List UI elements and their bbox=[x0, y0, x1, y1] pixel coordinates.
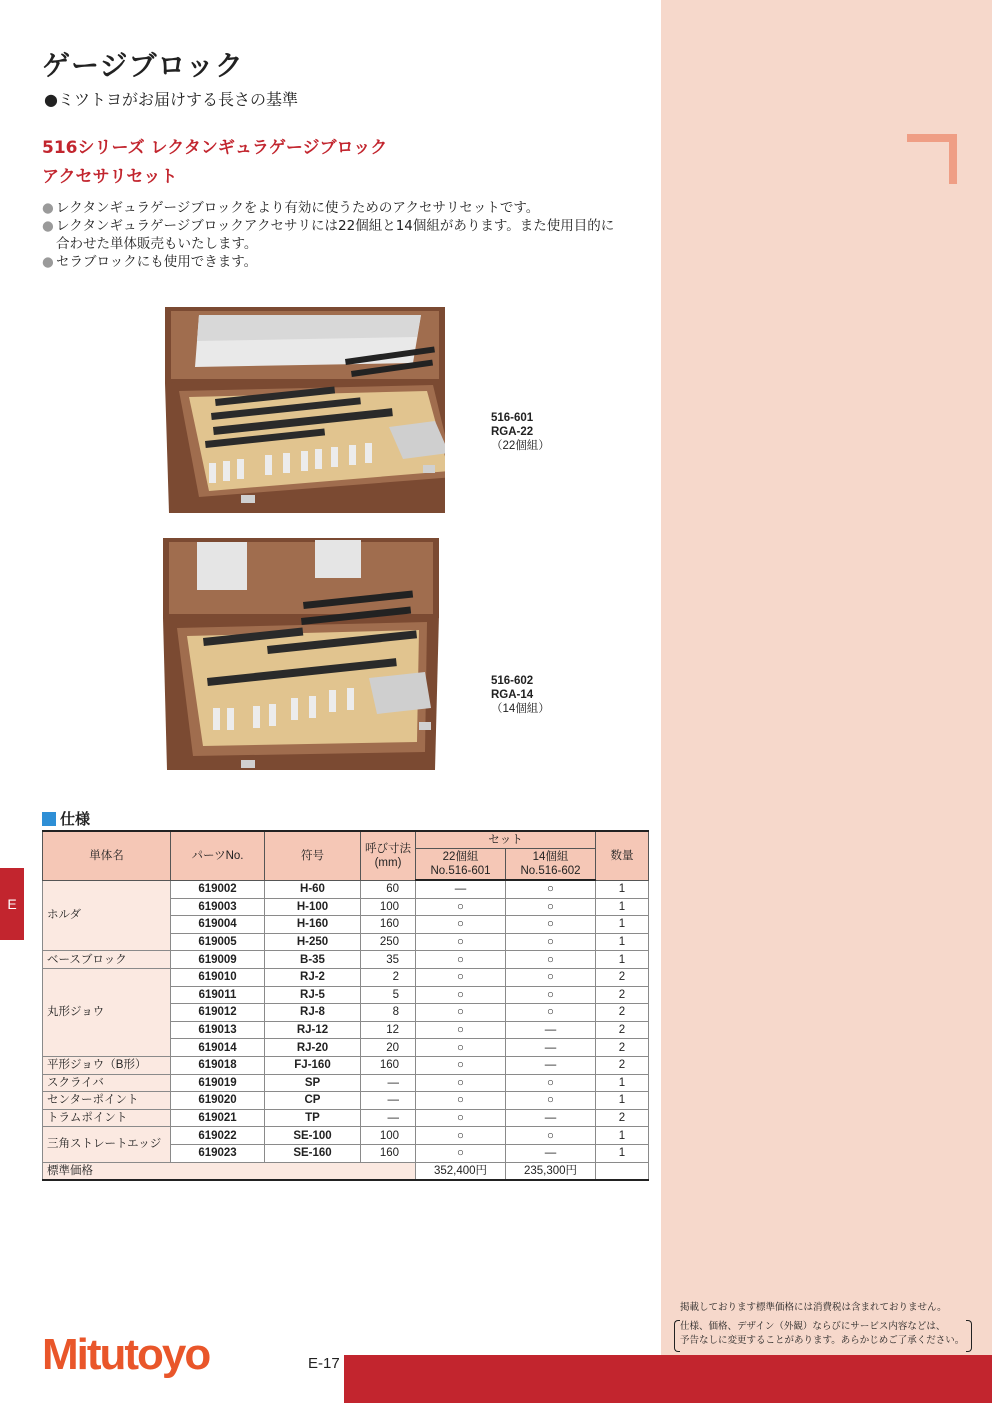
table-row: 619004 H-160 160 ○ ○ 1 bbox=[43, 916, 649, 934]
group-name: 平形ジョウ（B形） bbox=[43, 1056, 171, 1074]
table-row: 619013 RJ-12 12 ○ — 2 bbox=[43, 1021, 649, 1039]
product-caption-22: 516-601 RGA-22 （22個組） bbox=[491, 412, 550, 452]
table-row: 丸形ジョウ 619010 RJ-2 2 ○ ○ 2 bbox=[43, 968, 649, 986]
feature-list bbox=[42, 199, 642, 271]
group-name: 三角ストレートエッジ bbox=[43, 1127, 171, 1162]
corner-mark bbox=[907, 134, 957, 184]
table-row: 619014 RJ-20 20 ○ — 2 bbox=[43, 1039, 649, 1057]
table-row: 619005 H-250 250 ○ ○ 1 bbox=[43, 933, 649, 951]
page-number: E-17 bbox=[308, 1355, 340, 1372]
feature-item: ● レクタンギュラゲージブロックをより有効に使うためのアクセサリセットです。 bbox=[42, 200, 540, 216]
col-header-set22: 22個組 No.516-601 bbox=[416, 848, 506, 880]
table-row: 619012 RJ-8 8 ○ ○ 2 bbox=[43, 1004, 649, 1022]
feature-item-continued: 合わせた単体販売もいたします。 bbox=[56, 236, 258, 252]
price-22: 352,400円 bbox=[416, 1162, 506, 1180]
col-header-part-no: パーツNo. bbox=[171, 831, 265, 880]
product-caption-14: 516-602 RGA-14 （14個組） bbox=[491, 675, 550, 715]
group-name: 丸形ジョウ bbox=[43, 968, 171, 1056]
group-name: ベースブロック bbox=[43, 951, 171, 969]
product-photo-14-set bbox=[163, 538, 439, 770]
side-panel bbox=[661, 0, 992, 1355]
section-tab: E bbox=[0, 868, 24, 940]
series-title: 516シリーズ レクタンギュラゲージブロック bbox=[42, 138, 388, 158]
change-note: 仕様、価格、デザイン（外観）ならびにサービス内容などは、 予告なしに変更することがあります。あらかじめご了承ください。 bbox=[676, 1320, 964, 1348]
col-header-name: 単体名 bbox=[43, 831, 171, 880]
tax-note: 掲載しております標準価格には消費税は含まれておりません。 bbox=[680, 1302, 947, 1313]
table-row: 619011 RJ-5 5 ○ ○ 2 bbox=[43, 986, 649, 1004]
spec-table bbox=[42, 830, 649, 1181]
col-header-symbol: 符号 bbox=[265, 831, 361, 880]
col-header-set: セット bbox=[416, 831, 596, 848]
col-header-size: 呼び寸法 (mm) bbox=[361, 831, 416, 880]
page-title: ゲージブロック bbox=[42, 49, 244, 82]
feature-item: ● レクタンギュラゲージブロックアクセサリには22個組と14個組があります。また使用目的に bbox=[42, 218, 615, 234]
table-row: センターポイント 619020 CP — ○ ○ 1 bbox=[43, 1092, 649, 1110]
group-name: センターポイント bbox=[43, 1092, 171, 1110]
spec-heading: 仕様 bbox=[42, 808, 90, 829]
series-subtitle: アクセサリセット bbox=[42, 167, 178, 187]
table-row: 平形ジョウ（B形） 619018 FJ-160 160 ○ — 2 bbox=[43, 1056, 649, 1074]
price-row bbox=[43, 1162, 649, 1180]
feature-item: ● セラブロックにも使用できます。 bbox=[42, 254, 258, 270]
mitutoyo-logo: Mitutoyo bbox=[42, 1330, 210, 1379]
heading-square-icon bbox=[42, 812, 56, 826]
table-row: 619003 H-100 100 ○ ○ 1 bbox=[43, 898, 649, 916]
table-row: 619023 SE-160 160 ○ — 1 bbox=[43, 1144, 649, 1162]
table-row: トラムポイント 619021 TP — ○ — 2 bbox=[43, 1109, 649, 1127]
col-header-qty: 数量 bbox=[596, 831, 649, 880]
footer-bar bbox=[344, 1355, 992, 1403]
product-photo-22-set bbox=[165, 307, 445, 513]
table-row: ベースブロック 619009 B-35 35 ○ ○ 1 bbox=[43, 951, 649, 969]
group-name: トラムポイント bbox=[43, 1109, 171, 1127]
price-14: 235,300円 bbox=[506, 1162, 596, 1180]
group-name: スクライバ bbox=[43, 1074, 171, 1092]
table-row: ホルダ 619002 H-60 60 — ○ 1 bbox=[43, 880, 649, 898]
table-row: 三角ストレートエッジ 619022 SE-100 100 ○ ○ 1 bbox=[43, 1127, 649, 1145]
page-subtitle: ●ミツトヨがお届けする長さの基準 bbox=[44, 90, 298, 109]
table-row: スクライバ 619019 SP — ○ ○ 1 bbox=[43, 1074, 649, 1092]
price-label: 標準価格 bbox=[43, 1162, 416, 1180]
group-name: ホルダ bbox=[43, 880, 171, 951]
col-header-set14: 14個組 No.516-602 bbox=[506, 848, 596, 880]
